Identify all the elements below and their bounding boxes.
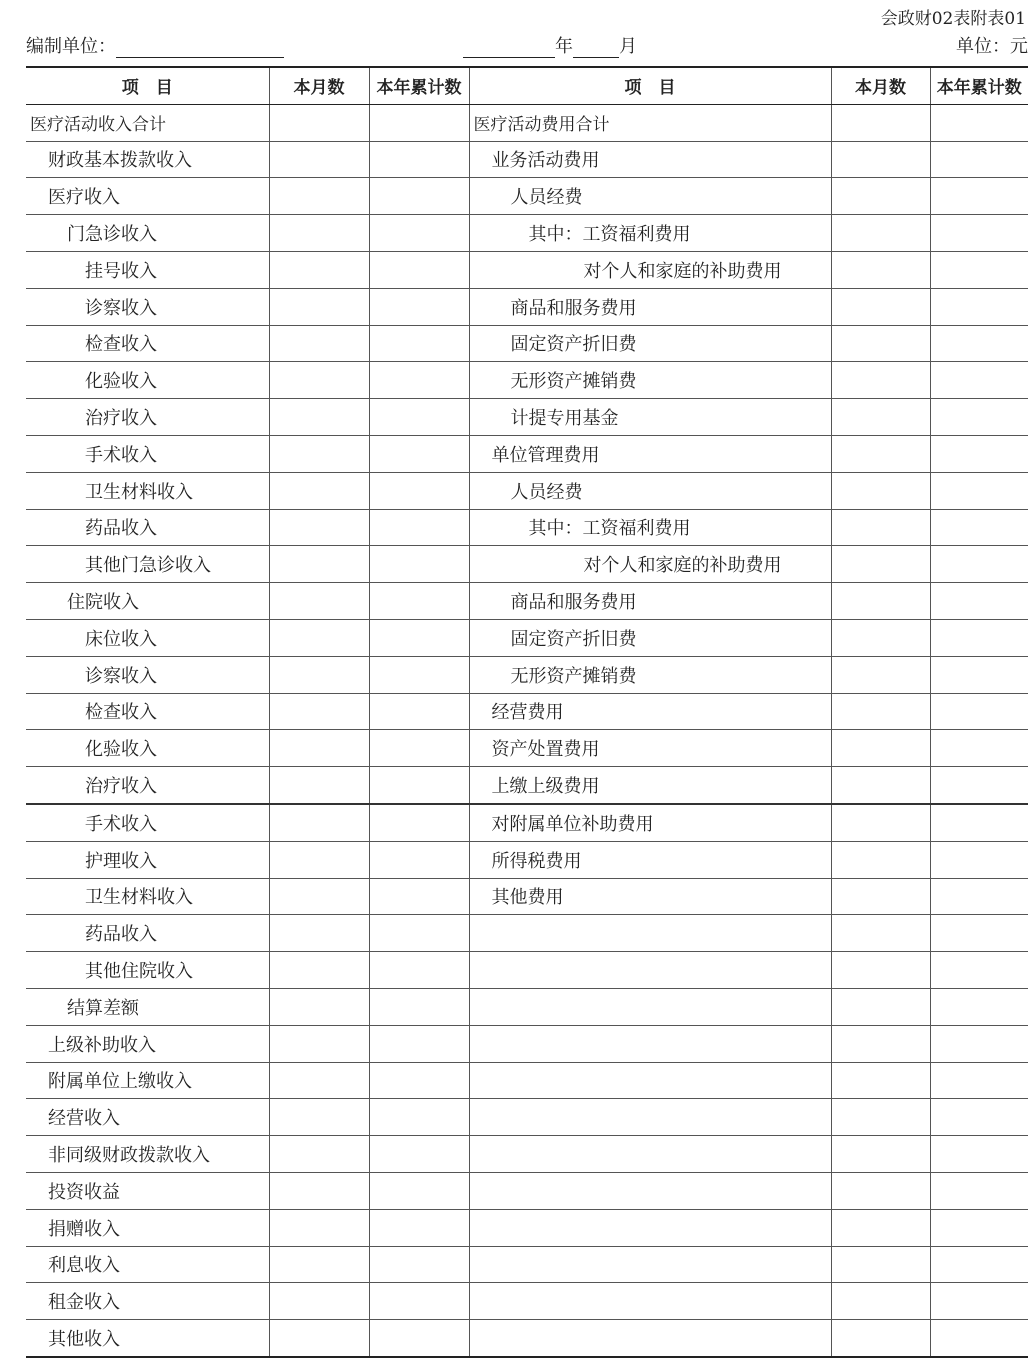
income-ytd-cell[interactable] <box>369 435 469 472</box>
income-item-label: 检查收入 <box>26 325 269 362</box>
income-month-cell[interactable] <box>269 1246 369 1283</box>
expense-ytd-cell[interactable] <box>930 251 1028 288</box>
expense-item-label: 其中：工资福利费用 <box>469 215 831 252</box>
income-item-label: 治疗收入 <box>26 767 269 804</box>
expense-month-cell[interactable] <box>831 1246 930 1283</box>
table-row <box>26 583 1028 620</box>
income-item-label: 其他收入 <box>26 1320 269 1357</box>
expense-item-label: 对附属单位补助费用 <box>469 804 831 841</box>
table-row <box>26 841 1028 878</box>
expense-month-cell[interactable] <box>831 878 930 915</box>
expense-ytd-cell[interactable] <box>930 988 1028 1025</box>
income-month-cell[interactable] <box>269 141 369 178</box>
income-item-label: 医疗收入 <box>26 178 269 215</box>
income-ytd-cell[interactable] <box>369 1136 469 1173</box>
income-ytd-cell[interactable] <box>369 104 469 141</box>
expense-item-empty <box>469 1209 831 1246</box>
income-ytd-cell[interactable] <box>369 288 469 325</box>
income-item-label: 租金收入 <box>26 1283 269 1320</box>
income-ytd-cell[interactable] <box>369 656 469 693</box>
expense-ytd-cell[interactable] <box>930 1209 1028 1246</box>
expense-ytd-cell[interactable] <box>930 1025 1028 1062</box>
expense-month-cell[interactable] <box>831 1172 930 1209</box>
income-item-label: 其他住院收入 <box>26 952 269 989</box>
table-row <box>26 178 1028 215</box>
expense-item-empty <box>469 988 831 1025</box>
income-month-cell[interactable] <box>269 435 369 472</box>
income-month-cell[interactable] <box>269 1099 369 1136</box>
month-blank[interactable] <box>573 39 619 58</box>
expense-item-empty <box>469 952 831 989</box>
income-month-cell[interactable] <box>269 288 369 325</box>
expense-ytd-cell[interactable] <box>930 1099 1028 1136</box>
expense-month-cell[interactable] <box>831 435 930 472</box>
income-ytd-cell[interactable] <box>369 1099 469 1136</box>
table-row <box>26 288 1028 325</box>
year-blank[interactable] <box>463 39 555 58</box>
income-month-cell[interactable] <box>269 656 369 693</box>
expense-item-label: 资产处置费用 <box>469 730 831 767</box>
expense-ytd-cell[interactable] <box>930 841 1028 878</box>
income-item-label: 结算差额 <box>26 988 269 1025</box>
form-code: 会政财02表附表01 <box>880 9 1026 29</box>
expense-month-cell[interactable] <box>831 399 930 436</box>
income-item-label: 检查收入 <box>26 693 269 730</box>
table-row <box>26 656 1028 693</box>
income-ytd-cell[interactable] <box>369 1172 469 1209</box>
table-row <box>26 1246 1028 1283</box>
table-row <box>26 804 1028 841</box>
expense-item-empty <box>469 1283 831 1320</box>
right-item-header: 项 目 <box>469 67 831 104</box>
income-item-label: 诊察收入 <box>26 288 269 325</box>
expense-month-cell[interactable] <box>831 1099 930 1136</box>
expense-item-label: 所得税费用 <box>469 841 831 878</box>
income-ytd-cell[interactable] <box>369 583 469 620</box>
income-month-cell[interactable] <box>269 399 369 436</box>
table-row <box>26 509 1028 546</box>
income-item-label: 其他门急诊收入 <box>26 546 269 583</box>
income-item-label: 诊察收入 <box>26 656 269 693</box>
income-month-cell[interactable] <box>269 988 369 1025</box>
expense-month-cell[interactable] <box>831 915 930 952</box>
year-label: 年 <box>555 36 573 57</box>
expense-ytd-cell[interactable] <box>930 288 1028 325</box>
expense-item-label: 其中：工资福利费用 <box>469 509 831 546</box>
income-month-cell[interactable] <box>269 215 369 252</box>
expense-month-cell[interactable] <box>831 619 930 656</box>
expense-ytd-cell[interactable] <box>930 693 1028 730</box>
expense-item-label: 无形资产摊销费 <box>469 362 831 399</box>
right-month-header: 本月数 <box>831 67 930 104</box>
left-item-header: 项 目 <box>26 67 269 104</box>
income-month-cell[interactable] <box>269 767 369 804</box>
expense-ytd-cell[interactable] <box>930 435 1028 472</box>
currency-unit: 单位：元 <box>956 36 1028 57</box>
expense-month-cell[interactable] <box>831 141 930 178</box>
table-row <box>26 988 1028 1025</box>
income-month-cell[interactable] <box>269 178 369 215</box>
expense-month-cell[interactable] <box>831 178 930 215</box>
expense-ytd-cell[interactable] <box>930 1172 1028 1209</box>
table-row <box>26 325 1028 362</box>
expense-ytd-cell[interactable] <box>930 399 1028 436</box>
table-row <box>26 1172 1028 1209</box>
table-row <box>26 1209 1028 1246</box>
table-row <box>26 251 1028 288</box>
income-item-label: 医疗活动收入合计 <box>26 104 269 141</box>
income-ytd-cell[interactable] <box>369 546 469 583</box>
expense-month-cell[interactable] <box>831 730 930 767</box>
expense-month-cell[interactable] <box>831 325 930 362</box>
expense-month-cell[interactable] <box>831 1320 930 1357</box>
income-month-cell[interactable] <box>269 1283 369 1320</box>
income-ytd-cell[interactable] <box>369 1246 469 1283</box>
expense-ytd-cell[interactable] <box>930 472 1028 509</box>
income-item-label: 上级补助收入 <box>26 1025 269 1062</box>
income-ytd-cell[interactable] <box>369 472 469 509</box>
table-row <box>26 1099 1028 1136</box>
expense-item-label: 对个人和家庭的补助费用 <box>469 251 831 288</box>
reporting-unit-blank[interactable] <box>116 39 284 58</box>
table-row <box>26 915 1028 952</box>
left-ytd-header: 本年累计数 <box>369 67 469 104</box>
income-month-cell[interactable] <box>269 693 369 730</box>
income-ytd-cell[interactable] <box>369 141 469 178</box>
table-row <box>26 362 1028 399</box>
expense-item-empty <box>469 915 831 952</box>
expense-ytd-cell[interactable] <box>930 1246 1028 1283</box>
expense-month-cell[interactable] <box>831 509 930 546</box>
expense-ytd-cell[interactable] <box>930 656 1028 693</box>
income-item-label: 卫生材料收入 <box>26 878 269 915</box>
income-ytd-cell[interactable] <box>369 878 469 915</box>
expense-ytd-cell[interactable] <box>930 915 1028 952</box>
expense-ytd-cell[interactable] <box>930 178 1028 215</box>
income-month-cell[interactable] <box>269 1025 369 1062</box>
expense-item-label: 人员经费 <box>469 472 831 509</box>
expense-item-empty <box>469 1320 831 1357</box>
income-ytd-cell[interactable] <box>369 1062 469 1099</box>
expense-ytd-cell[interactable] <box>930 583 1028 620</box>
expense-item-label: 人员经费 <box>469 178 831 215</box>
month-label: 月 <box>619 36 637 57</box>
expense-ytd-cell[interactable] <box>930 1283 1028 1320</box>
reporting-unit <box>26 32 284 58</box>
expense-ytd-cell[interactable] <box>930 509 1028 546</box>
income-item-label: 护理收入 <box>26 841 269 878</box>
income-month-cell[interactable] <box>269 362 369 399</box>
income-ytd-cell[interactable] <box>369 251 469 288</box>
expense-item-label: 业务活动费用 <box>469 141 831 178</box>
expense-ytd-cell[interactable] <box>930 141 1028 178</box>
income-item-label: 挂号收入 <box>26 251 269 288</box>
table-row <box>26 952 1028 989</box>
income-ytd-cell[interactable] <box>369 730 469 767</box>
income-item-label: 经营收入 <box>26 1099 269 1136</box>
income-month-cell[interactable] <box>269 878 369 915</box>
income-month-cell[interactable] <box>269 583 369 620</box>
table-row <box>26 1283 1028 1320</box>
expense-month-cell[interactable] <box>831 251 930 288</box>
income-month-cell[interactable] <box>269 1172 369 1209</box>
income-ytd-cell[interactable] <box>369 1209 469 1246</box>
income-ytd-cell[interactable] <box>369 362 469 399</box>
income-item-label: 治疗收入 <box>26 399 269 436</box>
expense-item-label: 商品和服务费用 <box>469 288 831 325</box>
income-ytd-cell[interactable] <box>369 215 469 252</box>
expense-ytd-cell[interactable] <box>930 362 1028 399</box>
income-month-cell[interactable] <box>269 546 369 583</box>
table-row <box>26 435 1028 472</box>
expense-item-label: 其他费用 <box>469 878 831 915</box>
expense-ytd-cell[interactable] <box>930 619 1028 656</box>
income-month-cell[interactable] <box>269 952 369 989</box>
expense-ytd-cell[interactable] <box>930 325 1028 362</box>
expense-item-empty <box>469 1025 831 1062</box>
expense-item-empty <box>469 1099 831 1136</box>
income-ytd-cell[interactable] <box>369 767 469 804</box>
table-row <box>26 619 1028 656</box>
expense-ytd-cell[interactable] <box>930 1062 1028 1099</box>
income-ytd-cell[interactable] <box>369 178 469 215</box>
expense-month-cell[interactable] <box>831 656 930 693</box>
left-month-header: 本月数 <box>269 67 369 104</box>
income-item-label: 卫生材料收入 <box>26 472 269 509</box>
expense-item-empty <box>469 1246 831 1283</box>
expense-item-label: 计提专用基金 <box>469 399 831 436</box>
table-row <box>26 1136 1028 1173</box>
expense-month-cell[interactable] <box>831 693 930 730</box>
income-item-label: 药品收入 <box>26 915 269 952</box>
expense-ytd-cell[interactable] <box>930 1136 1028 1173</box>
income-ytd-cell[interactable] <box>369 1320 469 1357</box>
expense-item-label: 单位管理费用 <box>469 435 831 472</box>
income-item-label: 床位收入 <box>26 619 269 656</box>
expense-month-cell[interactable] <box>831 1283 930 1320</box>
expense-item-label: 医疗活动费用合计 <box>469 104 831 141</box>
income-ytd-cell[interactable] <box>369 619 469 656</box>
report-period <box>463 32 637 58</box>
expense-item-label: 固定资产折旧费 <box>469 325 831 362</box>
income-item-label: 手术收入 <box>26 804 269 841</box>
expense-ytd-cell[interactable] <box>930 730 1028 767</box>
expense-item-label: 上缴上级费用 <box>469 767 831 804</box>
income-month-cell[interactable] <box>269 730 369 767</box>
expense-item-label: 商品和服务费用 <box>469 583 831 620</box>
income-ytd-cell[interactable] <box>369 1283 469 1320</box>
expense-month-cell[interactable] <box>831 288 930 325</box>
expense-month-cell[interactable] <box>831 472 930 509</box>
expense-month-cell[interactable] <box>831 546 930 583</box>
table-row <box>26 472 1028 509</box>
expense-month-cell[interactable] <box>831 1209 930 1246</box>
table-row <box>26 878 1028 915</box>
table-row <box>26 141 1028 178</box>
income-item-label: 财政基本拨款收入 <box>26 141 269 178</box>
expense-item-empty <box>469 1172 831 1209</box>
table-row <box>26 546 1028 583</box>
expense-ytd-cell[interactable] <box>930 804 1028 841</box>
income-month-cell[interactable] <box>269 619 369 656</box>
table-row <box>26 1062 1028 1099</box>
expense-month-cell[interactable] <box>831 583 930 620</box>
table-row <box>26 730 1028 767</box>
expense-item-label: 对个人和家庭的补助费用 <box>469 546 831 583</box>
report-meta-row <box>26 32 1028 56</box>
expense-ytd-cell[interactable] <box>930 952 1028 989</box>
income-month-cell[interactable] <box>269 509 369 546</box>
income-expense-table <box>26 66 1028 1358</box>
expense-month-cell[interactable] <box>831 804 930 841</box>
table-row <box>26 1320 1028 1357</box>
table-row <box>26 104 1028 141</box>
expense-item-empty <box>469 1062 831 1099</box>
income-item-label: 附属单位上缴收入 <box>26 1062 269 1099</box>
income-month-cell[interactable] <box>269 104 369 141</box>
income-item-label: 手术收入 <box>26 435 269 472</box>
income-month-cell[interactable] <box>269 251 369 288</box>
table-row <box>26 1025 1028 1062</box>
income-month-cell[interactable] <box>269 1136 369 1173</box>
table-header-row <box>26 67 1028 104</box>
table-body <box>26 104 1028 1357</box>
income-ytd-cell[interactable] <box>369 915 469 952</box>
income-item-label: 非同级财政拨款收入 <box>26 1136 269 1173</box>
table-row <box>26 693 1028 730</box>
table-row <box>26 215 1028 252</box>
table-row <box>26 399 1028 436</box>
income-ytd-cell[interactable] <box>369 509 469 546</box>
expense-ytd-cell[interactable] <box>930 767 1028 804</box>
income-month-cell[interactable] <box>269 915 369 952</box>
income-ytd-cell[interactable] <box>369 693 469 730</box>
expense-month-cell[interactable] <box>831 841 930 878</box>
expense-month-cell[interactable] <box>831 1136 930 1173</box>
right-ytd-header: 本年累计数 <box>930 67 1028 104</box>
income-item-label: 药品收入 <box>26 509 269 546</box>
expense-ytd-cell[interactable] <box>930 878 1028 915</box>
expense-ytd-cell[interactable] <box>930 546 1028 583</box>
income-ytd-cell[interactable] <box>369 325 469 362</box>
expense-ytd-cell[interactable] <box>930 1320 1028 1357</box>
income-month-cell[interactable] <box>269 472 369 509</box>
income-month-cell[interactable] <box>269 841 369 878</box>
expense-month-cell[interactable] <box>831 362 930 399</box>
income-item-label: 化验收入 <box>26 730 269 767</box>
expense-month-cell[interactable] <box>831 104 930 141</box>
expense-month-cell[interactable] <box>831 952 930 989</box>
expense-item-label: 固定资产折旧费 <box>469 619 831 656</box>
income-ytd-cell[interactable] <box>369 952 469 989</box>
income-item-label: 门急诊收入 <box>26 215 269 252</box>
expense-month-cell[interactable] <box>831 215 930 252</box>
table-row <box>26 767 1028 804</box>
income-ytd-cell[interactable] <box>369 841 469 878</box>
expense-item-label: 经营费用 <box>469 693 831 730</box>
income-ytd-cell[interactable] <box>369 804 469 841</box>
income-item-label: 投资收益 <box>26 1172 269 1209</box>
income-item-label: 利息收入 <box>26 1246 269 1283</box>
income-item-label: 捐赠收入 <box>26 1209 269 1246</box>
expense-item-label: 无形资产摊销费 <box>469 656 831 693</box>
income-month-cell[interactable] <box>269 325 369 362</box>
expense-month-cell[interactable] <box>831 767 930 804</box>
income-ytd-cell[interactable] <box>369 399 469 436</box>
income-item-label: 化验收入 <box>26 362 269 399</box>
expense-month-cell[interactable] <box>831 988 930 1025</box>
expense-month-cell[interactable] <box>831 1025 930 1062</box>
expense-item-empty <box>469 1136 831 1173</box>
expense-ytd-cell[interactable] <box>930 104 1028 141</box>
income-month-cell[interactable] <box>269 1320 369 1357</box>
income-month-cell[interactable] <box>269 1209 369 1246</box>
expense-ytd-cell[interactable] <box>930 215 1028 252</box>
expense-month-cell[interactable] <box>831 1062 930 1099</box>
income-ytd-cell[interactable] <box>369 1025 469 1062</box>
reporting-unit-label: 编制单位： <box>26 36 116 57</box>
income-ytd-cell[interactable] <box>369 988 469 1025</box>
income-item-label: 住院收入 <box>26 583 269 620</box>
income-month-cell[interactable] <box>269 1062 369 1099</box>
income-month-cell[interactable] <box>269 804 369 841</box>
